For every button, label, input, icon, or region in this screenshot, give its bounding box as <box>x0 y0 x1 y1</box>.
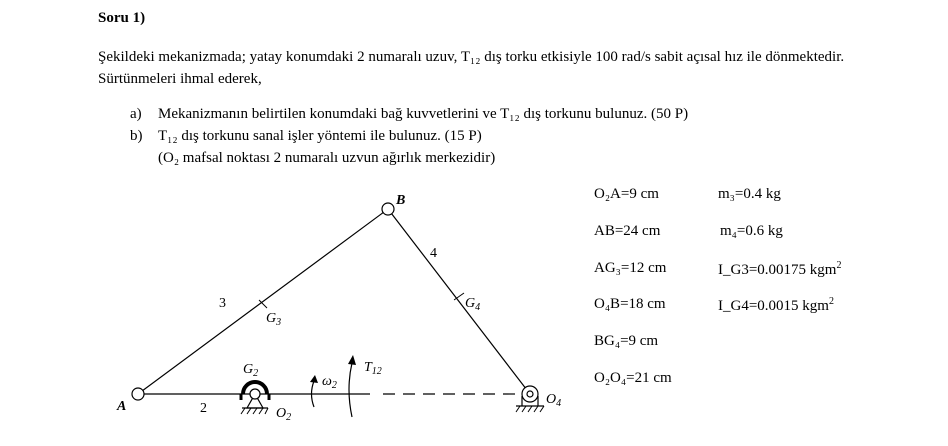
item-a-label: a) <box>130 106 142 122</box>
label-link4: 4 <box>430 246 437 261</box>
problem-statement: Şekildeki mekanizmada; yatay konumdaki 2 numaralı uzuv, T₁₂ dış torku etkisiyle 100 rad/s sabit açısal hız ile dönmektedir. Sürtünmeleri ihmal ederek, <box>98 49 845 87</box>
item-b <box>130 125 688 147</box>
pivot-O4 <box>516 386 544 412</box>
label-G2: $G_2$ <box>243 362 259 379</box>
item-b-label: b) <box>130 128 143 144</box>
question-items <box>130 103 688 169</box>
joint-A <box>132 388 144 400</box>
item-b-text: T₁₂ dış torkunu sanal işler yöntemi ile bulunuz. (15 P) <box>158 128 482 144</box>
item-note-text: (O₂ mafsal noktası 2 numaralı uzvun ağırlık merkezidir) <box>158 150 496 166</box>
label-G4: $G_4$ <box>465 296 481 313</box>
label-O4: $O_4$ <box>546 392 562 409</box>
item-a <box>130 103 688 125</box>
label-G3: $G_3$ <box>266 311 282 328</box>
link-4 <box>388 209 530 394</box>
param-ig3: I_G3=0.00175 kgm$^2$ <box>718 260 842 278</box>
question-title: Soru 1) <box>98 10 146 26</box>
mechanism-figure <box>100 185 570 440</box>
param-m4: m₄=0.6 kg <box>720 223 783 239</box>
param-ag3: AG₃=12 cm <box>594 260 667 276</box>
label-torque: $T_{12}$ <box>364 360 382 377</box>
param-bg4: BG₄=9 cm <box>594 333 659 349</box>
label-link2: 2 <box>200 401 207 416</box>
label-B: B <box>396 193 406 208</box>
param-ig4: I_G4=0.0015 kgm$^2$ <box>718 296 834 314</box>
item-a-text: Mekanizmanın belirtilen konumdaki bağ kuvvetlerini ve T₁₂ dış torkunu bulunuz. (50 P) <box>158 106 689 122</box>
param-m3: m₃=0.4 kg <box>718 186 781 202</box>
torque-arrow <box>348 355 356 417</box>
item-note <box>130 147 688 169</box>
mechanism-diagram <box>100 185 570 435</box>
label-A: A <box>117 399 127 414</box>
label-omega: $\omega_2$ <box>322 374 337 391</box>
joint-B <box>382 203 394 215</box>
param-o2a: O₂A=9 cm <box>594 186 659 202</box>
omega-arrow <box>310 375 318 407</box>
label-O2: $O_2$ <box>276 406 292 423</box>
param-o4b: O₄B=18 cm <box>594 296 666 312</box>
label-link3: 3 <box>219 296 226 311</box>
pivot-O2 <box>241 382 269 414</box>
param-o2o4: O₂O₄=21 cm <box>594 370 672 386</box>
link-3 <box>138 209 388 394</box>
param-ab: AB=24 cm <box>594 223 661 239</box>
